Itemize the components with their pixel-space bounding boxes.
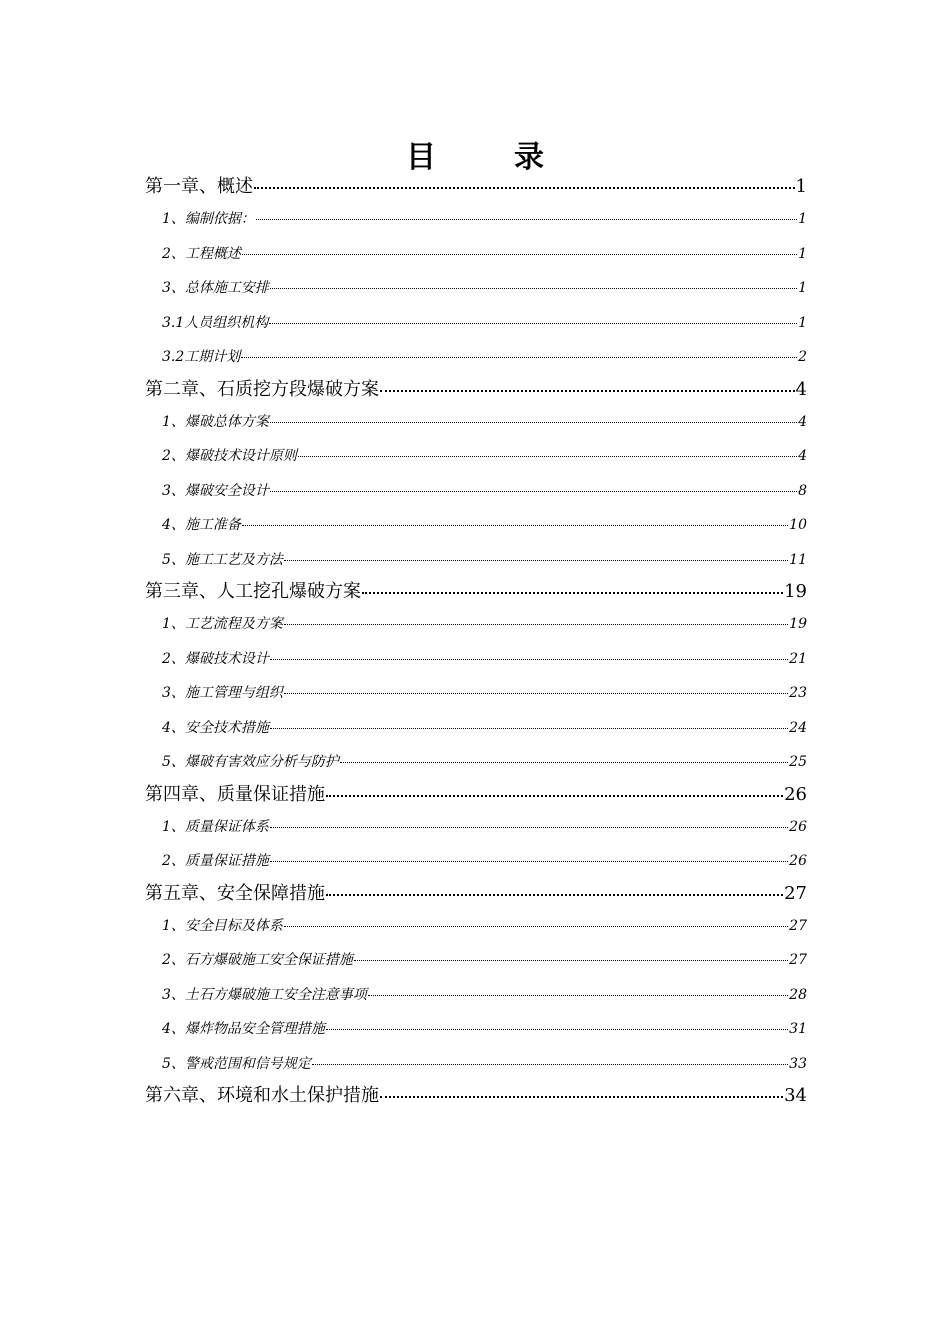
toc-section-entry[interactable]	[145, 943, 807, 978]
toc-entry-label: 1、工艺流程及方案	[162, 616, 283, 632]
toc-section-entry[interactable]	[145, 607, 807, 642]
toc-page-number: 24	[789, 719, 807, 736]
toc-page-number: 27	[789, 917, 807, 934]
toc-page-number: 10	[789, 517, 807, 533]
toc-entry-label: 第四章、质量保证措施	[145, 783, 325, 805]
dot-leader	[340, 762, 788, 763]
toc-entry-label: 2、工程概述	[162, 245, 241, 262]
toc-page-number: 21	[789, 650, 807, 667]
dot-leader	[354, 960, 788, 961]
dot-leader	[242, 525, 788, 526]
toc-entry-label: 5、施工工艺及方法	[162, 551, 283, 568]
dot-leader	[284, 624, 788, 625]
dot-leader	[380, 390, 795, 392]
toc-entry-label: 1、爆破总体方案	[162, 413, 269, 430]
toc-entry-label: 3、总体施工安排	[162, 280, 269, 296]
dot-leader	[362, 592, 783, 594]
toc-section-entry[interactable]	[145, 978, 807, 1013]
toc-section-entry[interactable]	[145, 340, 807, 375]
toc-page-number: 1	[798, 211, 807, 227]
toc-entry-label: 5、警戒范围和信号规定	[162, 1055, 311, 1072]
toc-page-number: 1	[798, 280, 807, 296]
toc-page-number: 28	[789, 986, 807, 1003]
toc-page-number: 4	[798, 448, 807, 464]
toc-entry-label: 第一章、概述	[145, 176, 253, 197]
toc-page-number: 1	[795, 176, 807, 197]
toc-section-entry[interactable]	[145, 711, 807, 746]
toc-entry-label: 2、爆破技术设计原则	[162, 448, 297, 464]
toc-page-number: 33	[789, 1055, 807, 1072]
toc-entry-label: 5、爆破有害效应分析与防护	[162, 754, 339, 770]
dot-leader	[284, 693, 788, 694]
toc-section-entry[interactable]	[145, 642, 807, 677]
toc-page-number: 19	[789, 616, 807, 632]
toc-entry-label: 4、施工准备	[162, 517, 241, 533]
toc-page-number: 26	[789, 818, 807, 835]
toc-page-number: 2	[798, 349, 807, 365]
toc-section-entry[interactable]	[145, 844, 807, 879]
dot-leader	[270, 827, 788, 828]
toc-page-number: 1	[798, 245, 807, 262]
toc-page-number: 26	[784, 783, 807, 805]
dot-leader	[284, 560, 788, 561]
dot-leader	[326, 894, 783, 896]
toc-section-entry[interactable]	[145, 676, 807, 711]
toc-page-number: 4	[795, 378, 807, 400]
dot-leader	[380, 1096, 783, 1098]
toc-entry-label: 3、土石方爆破施工安全注意事项	[162, 986, 367, 1003]
toc-entry-label: 1、安全目标及体系	[162, 917, 283, 934]
toc-section-entry[interactable]	[145, 271, 807, 306]
toc-page-number: 34	[784, 1085, 807, 1106]
toc-page-number: 23	[789, 685, 807, 701]
toc-entry-label: 3、爆破安全设计	[162, 482, 269, 499]
toc-page-number: 27	[784, 882, 807, 904]
dot-leader	[269, 323, 797, 324]
page-title: 目 录	[406, 140, 568, 175]
toc-section-entry[interactable]	[145, 909, 807, 944]
dot-leader	[326, 1029, 788, 1030]
toc-section-entry[interactable]	[145, 202, 807, 237]
toc-entry-label: 第二章、石质挖方段爆破方案	[145, 378, 379, 400]
dot-leader	[284, 926, 788, 927]
toc-entry-label: 2、石方爆破施工安全保证措施	[162, 952, 353, 968]
toc-page-number: 25	[789, 754, 807, 770]
toc-entry-label: 2、爆破技术设计	[162, 650, 269, 667]
toc-page-number: 4	[798, 413, 807, 430]
toc-entry-label: 4、爆炸物品安全管理措施	[162, 1021, 325, 1037]
toc-chapter-entry[interactable]	[145, 879, 807, 909]
toc-page-number: 27	[789, 952, 807, 968]
toc-section-entry[interactable]	[145, 474, 807, 509]
table-of-contents	[145, 172, 807, 1111]
toc-chapter-entry[interactable]	[145, 577, 807, 607]
dot-leader	[270, 728, 788, 729]
toc-section-entry[interactable]	[145, 543, 807, 578]
toc-section-entry[interactable]	[145, 1012, 807, 1047]
toc-page-number: 26	[789, 853, 807, 869]
toc-entry-label: 1、编制依据：	[162, 211, 255, 227]
toc-entry-label: 第六章、环境和水土保护措施	[145, 1085, 379, 1106]
toc-entry-label: 3.2工期计划	[162, 349, 241, 365]
dot-leader	[270, 861, 788, 862]
toc-entry-label: 3、施工管理与组织	[162, 685, 283, 701]
toc-section-entry[interactable]	[145, 745, 807, 780]
toc-entry-label: 3.1人员组织机构	[162, 314, 269, 331]
toc-section-entry[interactable]	[145, 306, 807, 341]
toc-section-entry[interactable]	[145, 439, 807, 474]
toc-chapter-entry[interactable]	[145, 172, 807, 202]
dot-leader	[256, 219, 797, 220]
dot-leader	[270, 422, 797, 423]
dot-leader	[368, 995, 788, 996]
toc-entry-label: 第三章、人工挖孔爆破方案	[145, 581, 361, 602]
dot-leader	[312, 1064, 788, 1065]
toc-page-number: 8	[798, 482, 807, 499]
toc-page-number: 31	[789, 1021, 807, 1037]
toc-chapter-entry[interactable]	[145, 375, 807, 405]
dot-leader	[270, 659, 788, 660]
dot-leader	[326, 795, 783, 797]
toc-chapter-entry[interactable]	[145, 1081, 807, 1111]
dot-leader	[241, 357, 797, 358]
toc-section-entry[interactable]	[145, 508, 807, 543]
toc-entry-label: 2、质量保证措施	[162, 853, 269, 869]
dot-leader	[254, 187, 795, 189]
toc-chapter-entry[interactable]	[145, 780, 807, 810]
toc-page-number: 1	[798, 314, 807, 331]
dot-leader	[242, 254, 797, 255]
toc-section-entry[interactable]	[145, 810, 807, 845]
toc-entry-label: 第五章、安全保障措施	[145, 882, 325, 904]
dot-leader	[298, 456, 797, 457]
toc-section-entry[interactable]	[145, 1047, 807, 1082]
toc-section-entry[interactable]	[145, 405, 807, 440]
toc-page-number: 11	[789, 551, 807, 568]
toc-entry-label: 4、安全技术措施	[162, 719, 269, 736]
dot-leader	[270, 288, 797, 289]
toc-page-number: 19	[784, 581, 807, 602]
toc-entry-label: 1、质量保证体系	[162, 818, 269, 835]
toc-section-entry[interactable]	[145, 237, 807, 272]
dot-leader	[270, 491, 797, 492]
